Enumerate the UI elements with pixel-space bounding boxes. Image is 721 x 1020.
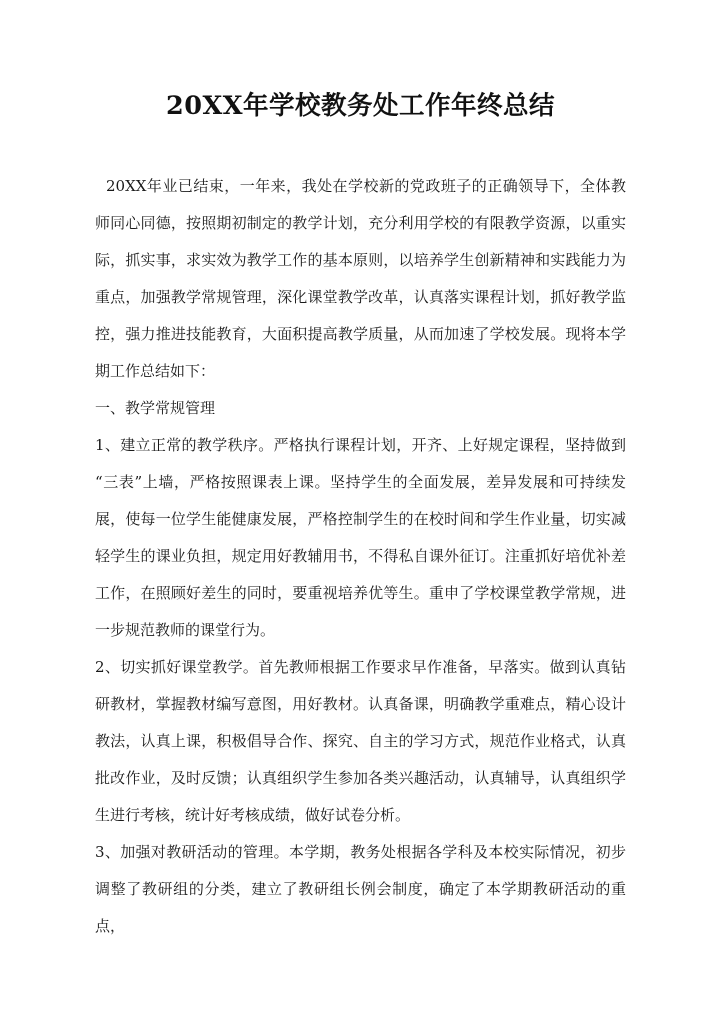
list-item-2: 2、切实抓好课堂教学。首先教师根据工作要求早作准备，早落实。做到认真钻研教材，掌握教材编写意图，用好教材。认真备课，明确教学重难点，精心设计教法，认真上课，积极倡导合作、探究、自主的学习方式，规范作业格式，认真批改作业，及时反馈；认真组织学生参加各类兴趣活动，认真辅导，认真组织学生进行考核，统计好考核成绩，做好试卷分析。 <box>95 658 626 824</box>
list-item-1: 1、建立正常的教学秩序。严格执行课程计划，开齐、上好规定课程，坚持做到“三表”上墙，严格按照课表上课。坚持学生的全面发展，差异发展和可持续发展，使每一位学生能健康发展，严格控制学生的在校时间和学生作业量，切实减轻学生的课业负担，规定用好教辅用书，不得私自课外征订。注重抓好培优补差工作，在照顾好差生的同时，要重视培养优等生。重申了学校课堂教学常规，进一步规范教师的课堂行为。 <box>95 436 626 639</box>
document-body <box>95 168 626 945</box>
list-item-3: 3、加强对教研活动的管理。本学期，教务处根据各学科及本校实际情况，初步调整了教研组的分类，建立了教研组长例会制度，确定了本学期教研活动的重点， <box>95 843 626 935</box>
section-heading-1: 一、教学常规管理 <box>95 399 216 417</box>
paragraph-intro: 20XX年业已结束，一年来，我处在学校新的党政班子的正确领导下，全体教师同心同德，按照期初制定的教学计划，充分利用学校的有限教学资源，以重实际，抓实事，求实效为教学工作的基本原则，以培养学生创新精神和实践能力为重点，加强教学常规管理，深化课堂教学改革，认真落实课程计划，抓好教学监控，强力推进技能教育，大面积提高教学质量，从而加速了学校发展。现将本学期工作总结如下： <box>95 177 626 380</box>
page-title: 20XX年学校教务处工作年终总结 <box>165 91 556 121</box>
